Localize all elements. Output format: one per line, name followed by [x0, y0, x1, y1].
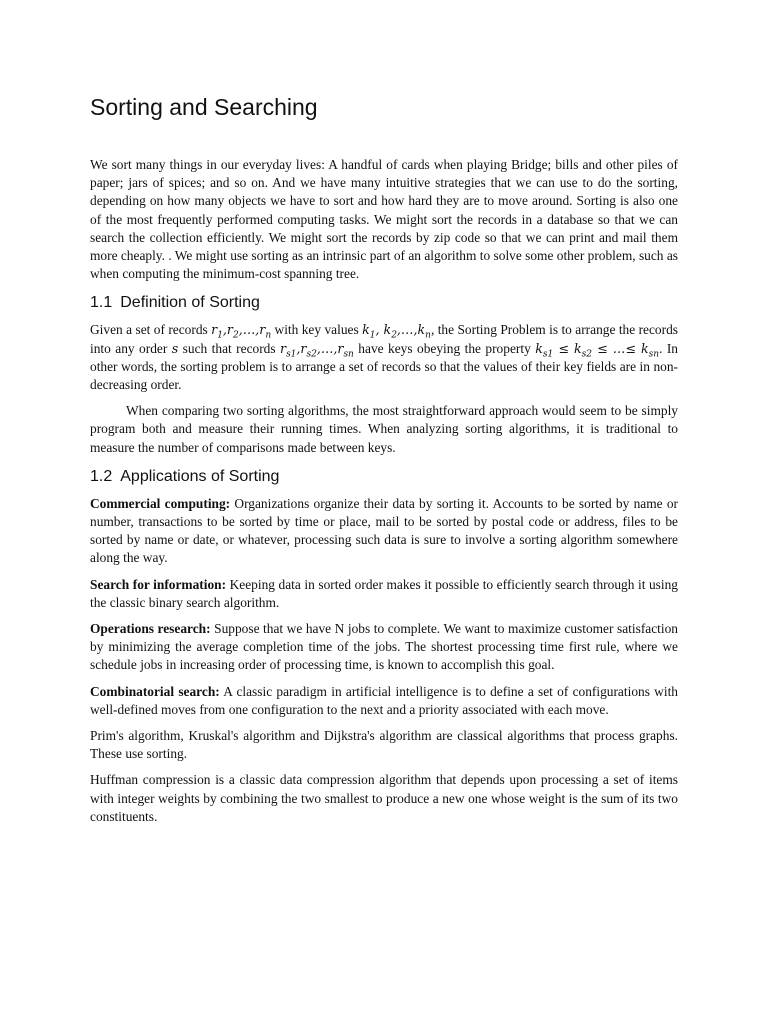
section-heading-definition: [90, 293, 678, 313]
ordered-records-formula: $r_{s1},r_{s2},\dots,r_{sn}$: [280, 340, 354, 360]
section-number: 1.1: [90, 294, 113, 312]
application-label: Combinatorial search:: [90, 683, 220, 699]
intro-paragraph: We sort many things in our everyday lives: A handful of cards when playing Bridge; bills and other piles of paper; jars of spices; and so on. And we have many intuitive strategies that we can use to do the sorting, depending on how many objects we have to sort and how hard they are to move around. Sorting is also one of the most frequently performed computing tasks. We might sort the records in a database so that we can search the collection efficiently. We might sort the records by zip code so that we can print and mail them more cheaply. . We might use sorting as an intrinsic part of an algorithm to solve some other problem, such as when computing the minimum-cost spanning tree.: [90, 157, 678, 282]
definition-paragraph: [90, 321, 678, 394]
application-text: A classic paradigm in artificial intelligence is to define a set of configurations with well-defined moves from one configuration to the next and a priority associated with each move.: [90, 683, 678, 717]
huffman-paragraph: Huffman compression is a classic data compression algorithm that depends upon processing a set of items with integer weights by combining the two smallest to produce a new one whose weight is the sum of its two constituents.: [90, 772, 678, 824]
page-title: Sorting and Searching: [90, 94, 318, 120]
application-item: [90, 683, 678, 719]
application-item: [90, 495, 678, 568]
application-text: Organizations organize their data by sorting it. Accounts to be sorted by name or number, transactions to be sorted by time or place, mail to be sorted by postal code or address, files to be sorted by name or date, or whatever, processing such data is sure to involve a sorting algorithm somewhere along the way.: [90, 495, 678, 566]
definition-text: such that records: [178, 340, 281, 356]
definition-text: , the Sorting Problem is to arrange the records into any order: [90, 322, 678, 356]
comparison-paragraph: When comparing two sorting algorithms, the most straightforward approach would seem to be simply program both and measure their running times. When analyzing sorting algorithms, it is traditional to measure the number of comparisons made between keys.: [90, 403, 678, 455]
section-number: 1.2: [90, 467, 113, 485]
section-title: Definition of Sorting: [120, 294, 260, 312]
application-label: Operations research:: [90, 621, 211, 637]
section-heading-applications: [90, 467, 678, 487]
section-title: Applications of Sorting: [120, 467, 280, 485]
keys-formula: $k_1$, $k_2,\dots,k_n$: [362, 322, 431, 341]
application-label: Search for information:: [90, 576, 227, 592]
definition-text: have keys obeying the property: [353, 340, 536, 356]
records-formula: $r_1,r_2,\dots,r_n$: [211, 322, 272, 341]
order-symbol: s: [171, 340, 179, 356]
graph-algorithms-paragraph: Prim's algorithm, Kruskal's algorithm and Dijkstra's algorithm are classical algorithms that process graphs. These use sorting.: [90, 728, 678, 762]
definition-text: with key values: [271, 322, 363, 338]
application-text: Suppose that we have N jobs to complete. We want to maximize customer satisfaction by minimizing the average completion time of the jobs. The shortest processing time first rule, where we schedule jobs in increasing order of processing time, is known to accomplish this goal.: [90, 621, 678, 673]
application-item: [90, 620, 678, 675]
application-text: Keeping data in sorted order makes it possible to efficiently search through it using the classic binary search algorithm.: [90, 576, 678, 610]
application-item: [90, 576, 678, 612]
application-label: Commercial computing:: [90, 495, 231, 511]
property-formula: $k_{s1} \le k_{s2}$ ≤ …≤ $k_{sn}$: [535, 340, 660, 360]
definition-text: Given a set of records: [90, 322, 212, 338]
definition-text: . In other words, the sorting problem is to arrange a set of records so that the values of their key fields are in non-decreasing order.: [90, 340, 678, 393]
